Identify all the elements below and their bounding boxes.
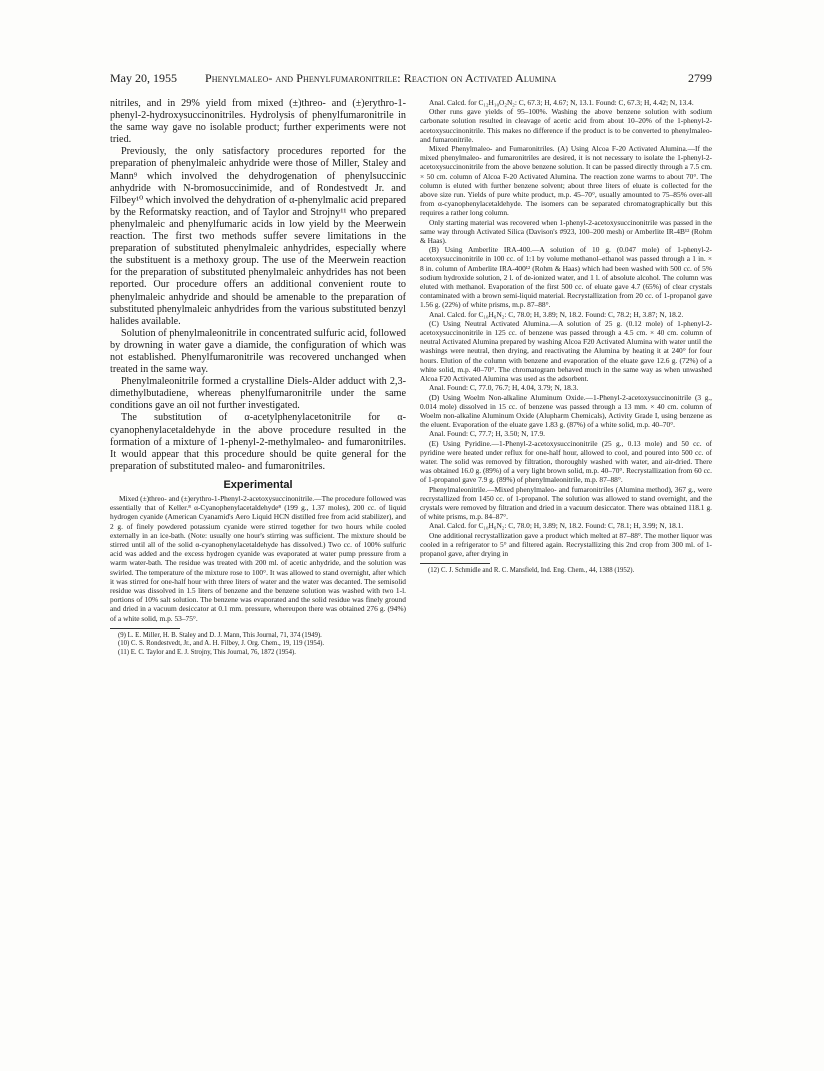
page-number: 2799 xyxy=(688,71,712,85)
analysis-line: Anal. Calcd. for C₁₂H₁₀O₂N₂: C, 67.3; H, 4.67; N, 13.1. Found: C, 67.3; H, 4.42; N, 13.4. xyxy=(429,98,694,107)
body-paragraph: One additional recrystallization gave a product which melted at 87–88°. The mother liquor was cooled in a refrigerator to 5° and filtered again. Recrystallizing this 2nd crop from 300 ml. of 1-propanol gave, after drying in xyxy=(420,530,712,558)
procedure-paragraph: (B) Using Amberlite IRA-400.—A solution of 10 g. (0.047 mole) of 1-phenyl-2-acetoxysuccinonitrile in 100 cc. of 1:1 by volume methanol–ethanol was passed through a 1 in. × 8 in. column of Amberlite IRA-400¹² (Rohm & Haas) which had been washed with 500 cc. of 5% sodium hydroxide solution, 2 l. of de-ionized water, and 1 l. of absolute alcohol. The column was eluted with methanol. Evaporation of the first 500 cc. of eluate gave 4.7 (65%) of clear crystals contaminated with a brown semi-liquid material. Recrystallization from 20 cc. of 1-propanol gave 1.56 g. (22%) of white prisms, m.p. 87–88°. xyxy=(420,245,712,310)
body-paragraph: Other runs gave yields of 95–100%. Washing the above benzene solution with sodium carbonate solution resulted in cleavage of acetic acid from about 10–20% of the 1-phenyl-2-acetoxysuccinonitrile. This makes no difference if the product is to be converted to phenylmaleo- and fumaronitrile. xyxy=(420,107,712,144)
experimental-paragraph: Mixed (±)threo- and (±)erythro-1-Phenyl-2-acetoxysuccinonitrile.—The procedure followed was essentially that of Keller.⁸ α-Cyanophenylacetaldehyde⁸ (199 g., 1.37 moles), 200 cc. of liquid hydrogen cyanide (American Cyanamid's Aero Liquid HCN distilled free from acid stabilizer), and 2 g. of finely powdered potassium cyanide were stirred together for two hours while cooled externally in an ice-bath. (Note: usually one hour's stirring was sufficient. The mixture should be stirred until all of the solid α-cyanophenylacetaldehyde has dissolved.) Two cc. of 100% sulfuric acid was added and the excess hydrogen cyanide was evaporated at water pump pressure from a warm water-bath. The residue was treated with 200 ml. of acetic anhydride, and the solution was swirled. The temperature of the mixture rose to 100°. It was allowed to stand overnight, after which it was stirred for one-half hour with three liters of water and the water was decanted. The semisolid residue was dissolved in 1.5 liters of benzene and the benzene solution was washed with two 1-l. portions of 10% salt solution. The benzene was evaporated and the solid residue was finely ground and dried in a vacuum desiccator at 0.1 mm. pressure, whereupon there was obtained 276 g. (94%) of a white solid, m.p. 53–75°. xyxy=(110,493,407,623)
analysis-line: Anal. Found: C, 77.0, 76.7; H, 4.04, 3.79; N, 18.3. xyxy=(429,383,579,393)
procedure-paragraph: (E) Using Pyridine.—1-Phenyl-2-acetoxysuccinonitrile (25 g., 0.13 mole) and 50 cc. of pyridine were heated under reflux for one-half hour, allowed to cool, and poured into 500 cc. of water. The solid was removed by filtration, thoroughly washed with water, and air-dried. There was obtained 16.0 g. (89%) of a very light brown solid, m.p. 40–70°. Recrystallization from 60 cc. of 1-propanol gave 7.9 g. (89%) of phenylmaleonitrile, m.p. 87–88°. xyxy=(420,438,712,485)
procedure-paragraph: Phenylmaleonitrile.—Mixed phenylmaleo- and fumaronitriles (Alumina method), 367 g., were recrystallized from 1450 cc. of 1-propanol. The solution was allowed to stand overnight, and the crystals were removed by filtration and dried in a vacuum desiccator. There was obtained 118.1 g. of white prisms, m.p. 84–87°. xyxy=(420,484,712,522)
procedure-paragraph: (D) Using Woelm Non-alkaline Aluminum Oxide.—1-Phenyl-2-acetoxysuccinonitrile (3 g., 0.014 mole) dissolved in 15 cc. of benzene was passed through a 13 mm. × 40 cm. column of Woelm non-alkaline Aluminum Oxide (Alupharm Chemicals), Activity Grade I, using benzene as the eluent. Evaporation of the eluate gave 1.83 g. (87%) of a white solid, m.p. 40–70°. xyxy=(420,392,712,430)
body-paragraph: Only starting material was recovered when 1-phenyl-2-acetoxysuccinonitrile was passed in the same way through Activated Silica (Davison's #923, 100–200 mesh) or Amberlite IR-4B¹² (Rohm & Haas). xyxy=(420,217,712,246)
analysis-line: Anal. Calcd. for C₁₀H₆N₂: C, 78.0; H, 3.89; N, 18.2. Found: C, 78.1; H, 3.99; N, 18.1. xyxy=(429,521,684,531)
body-paragraph: Solution of phenylmaleonitrile in concentrated sulfuric acid, followed by drowning in water gave a diamide, the configuration of which was not established. Phenylfumaronitrile was recovered unchanged when treated in the same way. xyxy=(110,327,406,376)
right-column xyxy=(420,98,712,576)
procedure-paragraph: (C) Using Neutral Activated Alumina.—A solution of 25 g. (0.12 mole) of 1-phenyl-2-acetoxysuccinonitrile in 125 cc. of benzene was passed through a 4.5 cm. × 40 cm. column of neutral Activated Alumina prepared by washing Alcoa F20 Activated Alumina with water until the washings were neutral, then drying, and reactivating the Alumina by heating it at 240° for four hours. Elution of the column with benzene and evaporation of the eluate gave 12.6 g. (72%) of a white solid, m.p. 40–70°. The chromatogram behaved much in the same way as when unwashed Alcoa F20 Activated Alumina was used as the adsorbent. xyxy=(420,318,712,384)
footnote: (10) C. S. Rondestvedt, Jr., and A. H. Filbey, J. Org. Chem., 19, 119 (1954). xyxy=(118,640,325,648)
section-heading-experimental: Experimental xyxy=(223,478,293,491)
header-title: Phenylmaleo- and Phenylfumaronitrile: Reaction on Activated Alumina xyxy=(205,71,557,85)
body-paragraph: Previously, the only satisfactory procedures reported for the preparation of phenylmaleic anhydride were those of Miller, Staley and Mann⁹ which involved the dehydrogenation of phenylsuccinic anhydride with N-bromosuccinimide, and of Rondestvedt Jr. and Filbey¹⁰ which involved the dehydration of α-phenylmalic acid prepared by the Reformatsky reaction, and of Taylor and Strojny¹¹ who prepared phenylmaleic and phenylfumaric acids in low yield by the Meerwein reaction. The first two methods suffer severe limitations in the preparation of substituted phenylmaleic anhydrides, especially where the substituent is a methoxy group. The use of the Meerwein reaction for the preparation of substituted phenylmaleic anhydrides has not been reported. Our procedure offers an additional convenient route to phenylmaleic anhydride and should be amenable to the preparation of substituted phenylmaleic anhydrides from the various substituted benzyl halides available. xyxy=(110,146,406,327)
footnote-rule xyxy=(420,563,490,564)
header-date: May 20, 1955 xyxy=(110,71,177,85)
procedure-paragraph: Mixed Phenylmaleo- and Fumaronitriles. (A) Using Alcoa F-20 Activated Alumina.—If the mixed phenylmaleo- and fumaronitriles are desired, it is not necessary to isolate the 1-phenyl-2-acetoxysuccinonitrile from the above benzene solution. It can be passed directly through a 7.5 cm. × 50 cm. column of Alcoa F-20 Activated Alumina. The reaction zone warms to about 70°. The column is eluted with further benzene solvent; about three liters of eluate is collected for the above size run. Yields of pure white product, m.p. 45–70°, usually amounted to 75–85% over-all from α-cyanophenylacetaldehyde. The isomers can be separated chromatographically but this requires a rather long column. xyxy=(420,144,712,218)
body-paragraph: nitriles, and in 29% yield from mixed (±)threo- and (±)erythro-1-phenyl-2-hydroxysuccinonitriles. Hydrolysis of phenylfumaronitrile in the same way gave no isolable product; further experiments were not tried. xyxy=(110,98,406,146)
footnote: (11) E. C. Taylor and E. J. Strojny, This Journal, 76, 1872 (1954). xyxy=(118,648,296,656)
footnote: (12) C. J. Schmidle and R. C. Mansfield, Ind. Eng. Chem., 44, 1388 (1952). xyxy=(428,567,635,575)
analysis-line: Anal. Found: C, 77.7; H, 3.50; N, 17.9. xyxy=(429,429,545,439)
footnote-rule xyxy=(110,628,180,629)
analysis-line: Anal. Calcd. for C₁₀H₆N₂: C, 78.0; H, 3.89; N, 18.2. Found: C, 78.2; H, 3.87; N, 18.2. xyxy=(429,309,684,319)
body-paragraph: The substitution of α-acetylphenylacetonitrile for α-cyanophenylacetaldehyde in the above procedure resulted in the formation of a mixture of 1-phenyl-2-methylmaleo- and fumaronitriles. It would appear that this procedure should be quite general for the preparation of substituted maleo- and fumaronitriles. xyxy=(110,412,406,472)
footnote: (9) L. E. Miller, H. B. Staley and D. J. Mann, This Journal, 71, 374 (1949). xyxy=(118,631,322,639)
left-column xyxy=(110,98,406,658)
body-paragraph: Phenylmaleonitrile formed a crystalline Diels-Alder adduct with 2,3-dimethylbutadiene, whereas phenylfumaronitrile under the same conditions gave an oil not further investigated. xyxy=(110,376,406,412)
